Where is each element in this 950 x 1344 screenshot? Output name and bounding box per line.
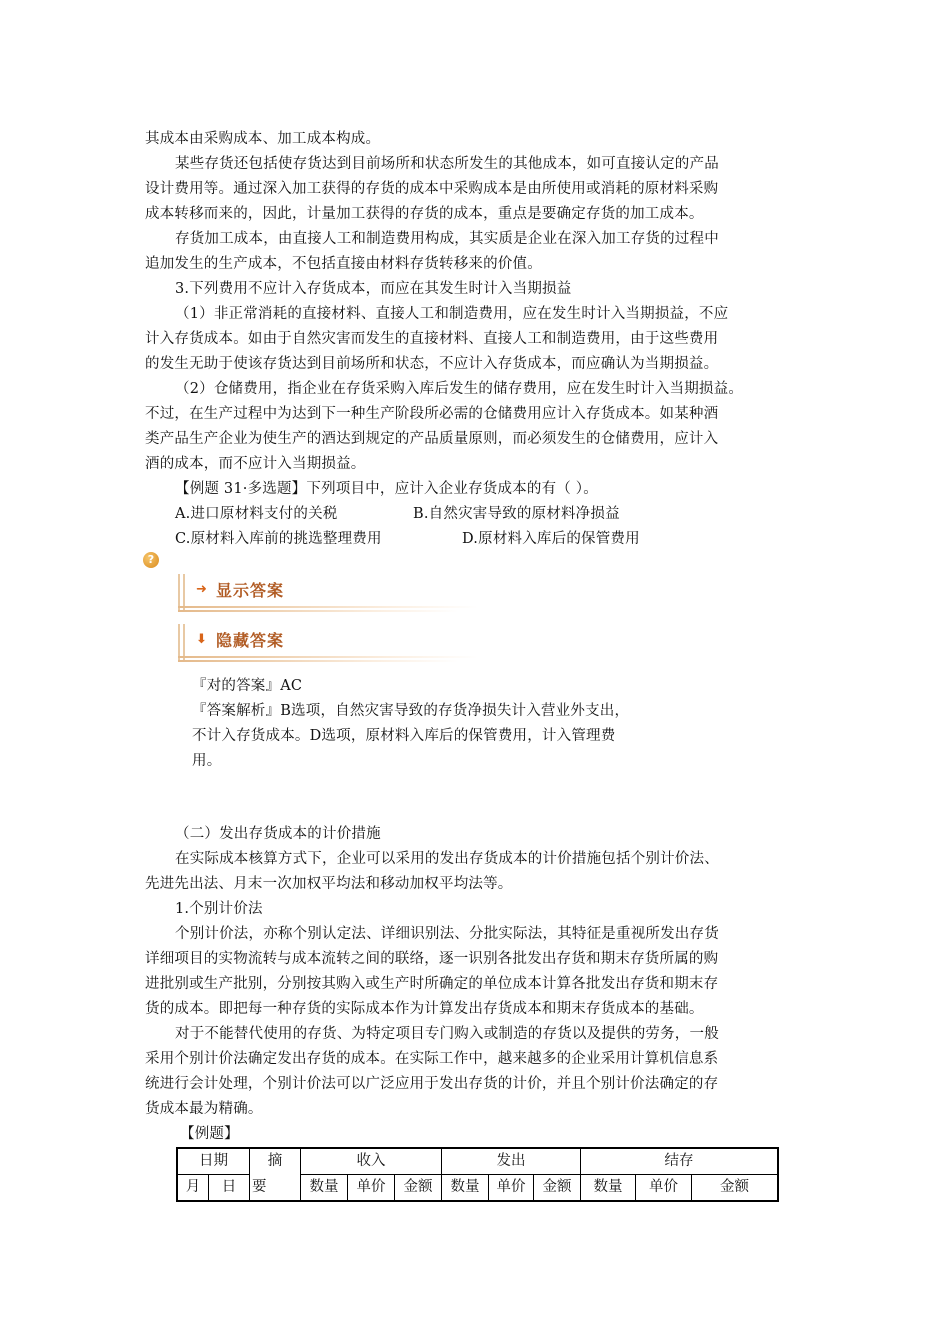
text-line: 酒的成本，而不应计入当期损益。 (145, 456, 366, 472)
header-issue: 发出 (442, 1148, 581, 1175)
text-line: 统进行会计处理，个别计价法可以广泛应用于发出存货的计价，并且个别计价法确定的存 (145, 1076, 719, 1092)
question-title: 【例题 31·多选题】下列项目中，应计入企业存货成本的有（ ）。 (175, 481, 598, 497)
text-line: 货的成本。即把每一种存货的实际成本作为计算发出存货成本和期末存货成本的基础。 (145, 1001, 704, 1017)
header-day: 日 (209, 1175, 250, 1202)
text-line: 进批别或生产批别，分别按其购入或生产时所确定的单位成本计算各批发出存货和期末存 (145, 976, 719, 992)
text-line: （1）非正常消耗的直接材料、直接人工和制造费用，应在发生时计入当期损益，不应 (175, 306, 729, 322)
header-price: 单价 (636, 1175, 692, 1202)
hide-answer-button[interactable] (178, 624, 478, 664)
example-heading: 【例题】 (180, 1126, 239, 1142)
text-line: 详细项目的实物流转与成本流转之间的联络，逐一识别各批发出存货和期末存货所属的购 (145, 951, 719, 967)
text-line: 对于不能替代使用的存货、为特定项目专门购入或制造的存货以及提供的劳务，一般 (175, 1026, 719, 1042)
header-summary-bottom: 要 (250, 1175, 301, 1202)
header-amount: 金额 (692, 1175, 779, 1202)
text-line: 采用个别计价法确定发出存货的成本。在实际工作中，越来越多的企业采用计算机信息系 (145, 1051, 719, 1067)
header-amount: 金额 (534, 1175, 581, 1202)
header-price: 单价 (348, 1175, 395, 1202)
subsection-heading: 1.个别计价法 (175, 901, 263, 917)
text-line: 计入存货成本。如由于自然灾害而发生的直接材料、直接人工和制造费用，由于这些费用 (145, 331, 719, 347)
header-qty: 数量 (301, 1175, 348, 1202)
header-month: 月 (177, 1175, 209, 1202)
text-line: 成本转移而来的，因此，计量加工获得的存货的成本，重点是要确定存货的加工成本。 (145, 206, 704, 222)
help-icon[interactable]: ? (143, 552, 159, 568)
arrow-down-icon: ⬇ (196, 632, 207, 647)
option-c: C.原材料入库前的挑选整理费用 (175, 531, 382, 547)
hide-answer-label: 隐藏答案 (216, 631, 285, 650)
answer-explanation: 『答案解析』B选项，自然灾害导致的存货净损失计入营业外支出， (192, 703, 630, 719)
header-qty: 数量 (442, 1175, 489, 1202)
text-line: 的发生无助于使该存货达到目前场所和状态，不应计入存货成本，而应确认为当期损益。 (145, 356, 719, 372)
option-b: B.自然灾害导致的原材料净损益 (413, 506, 620, 522)
text-line: 类产品生产企业为使生产的酒达到规定的产品质量原则，而必须发生的仓储费用，应计入 (145, 431, 719, 447)
text-line: 其成本由采购成本、加工成本构成。 (145, 131, 381, 147)
option-d: D.原材料入库后的保管费用 (462, 531, 640, 547)
header-amount: 金额 (395, 1175, 442, 1202)
section-heading: 3.下列费用不应计入存货成本，而应在其发生时计入当期损益 (175, 281, 572, 297)
header-date: 日期 (177, 1148, 250, 1175)
arrow-right-icon: ➜ (196, 582, 207, 597)
text-line: 不过，在生产过程中为达到下一种生产阶段所必需的仓储费用应计入存货成本。如某种酒 (145, 406, 719, 422)
header-balance: 结存 (581, 1148, 779, 1175)
text-line: 先进先出法、月末一次加权平均法和移动加权平均法等。 (145, 876, 513, 892)
answer-explanation: 不计入存货成本。D选项，原材料入库后的保管费用，计入管理费 (192, 728, 616, 744)
section-heading: （二）发出存货成本的计价措施 (175, 826, 381, 842)
header-price: 单价 (489, 1175, 534, 1202)
text-line: 设计费用等。通过深入加工获得的存货的成本中采购成本是由所使用或消耗的原材料采购 (145, 181, 719, 197)
text-line: 追加发生的生产成本，不包括直接由材料存货转移来的价值。 (145, 256, 542, 272)
text-line: 货成本最为精确。 (145, 1101, 263, 1117)
header-summary-top: 摘 (250, 1148, 301, 1175)
option-a: A.进口原材料支付的关税 (175, 506, 338, 522)
text-line: 存货加工成本，由直接人工和制造费用构成，其实质是企业在深入加工存货的过程中 (175, 231, 719, 247)
answer-explanation: 用。 (192, 753, 222, 769)
inventory-table (176, 1147, 779, 1202)
text-line: 个别计价法，亦称个别认定法、详细识别法、分批实际法，其特征是重视所发出存货 (175, 926, 719, 942)
correct-answer: 『对的答案』AC (192, 678, 303, 694)
show-answer-label: 显示答案 (216, 581, 285, 600)
header-qty: 数量 (581, 1175, 636, 1202)
header-receive: 收入 (301, 1148, 442, 1175)
show-answer-button[interactable] (178, 574, 478, 614)
text-line: 在实际成本核算方式下，企业可以采用的发出存货成本的计价措施包括个别计价法、 (175, 851, 719, 867)
text-line: （2）仓储费用，指企业在存货采购入库后发生的储存费用，应在发生时计入当期损益。 (175, 381, 744, 397)
text-line: 某些存货还包括使存货达到目前场所和状态所发生的其他成本，如可直接认定的产品 (175, 156, 719, 172)
